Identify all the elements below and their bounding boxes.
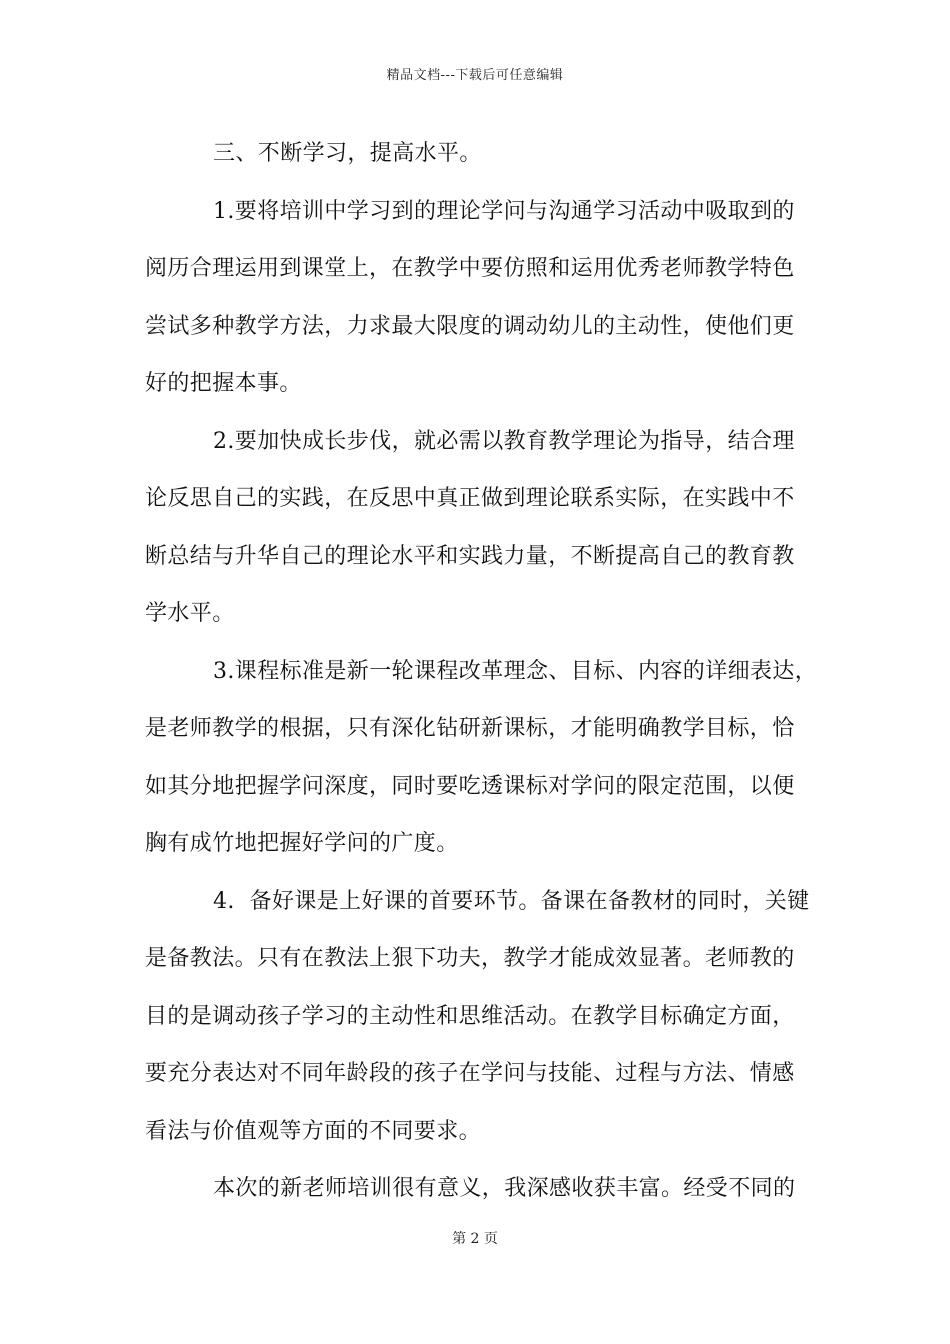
page-header: 精品文档---下载后可任意编辑 — [386, 68, 564, 83]
paragraph-line: 4. 备好课是上好课的首要环节。备课在备教材的同时，关键 — [213, 888, 810, 914]
paragraph-line: 2.要加快成长步伐，就必需以教育教学理论为指导，结合理 — [213, 428, 795, 454]
paragraph-line: 如其分地把握学问深度，同时要吃透课标对学问的限定范围，以便 — [145, 773, 795, 799]
paragraph-line: 3.课程标准是新一轮课程改革理念、目标、内容的详细表达， — [213, 658, 818, 684]
paragraph-line: 是备教法。只有在教法上狠下功夫，教学才能成效显著。老师教的 — [145, 946, 795, 971]
section-heading: 三、不断学习，提高水平。 — [213, 141, 482, 166]
paragraph-line: 学水平。 — [145, 601, 235, 626]
page-number: 第 2 页 — [452, 1231, 498, 1247]
paragraph-line: 目的是调动孩子学习的主动性和思维活动。在教学目标确定方面， — [145, 1003, 795, 1029]
paragraph-line: 是老师教学的根据，只有深化钻研新课标，才能明确教学目标，恰 — [145, 716, 795, 741]
document-body — [145, 132, 818, 1225]
paragraph-line: 1.要将培训中学习到的理论学问与沟通学习活动中吸取到的 — [213, 198, 795, 224]
paragraph-line: 看法与价值观等方面的不同要求。 — [145, 1118, 482, 1144]
paragraph-line: 尝试多种教学方法，力求最大限度的调动幼儿的主动性，使他们更 — [145, 313, 795, 339]
paragraph-line: 论反思自己的实践，在反思中真正做到理论联系实际，在实践中不 — [145, 486, 795, 511]
paragraph-line: 阅历合理运用到课堂上，在教学中要仿照和运用优秀老师教学特色 — [145, 256, 795, 281]
paragraph-line: 断总结与升华自己的理论水平和实践力量，不断提高自己的教育教 — [145, 543, 795, 569]
paragraph-line: 胸有成竹地把握好学问的广度。 — [145, 831, 459, 856]
paragraph-line: 要充分表达对不同年龄段的孩子在学问与技能、过程与方法、情感 — [145, 1061, 795, 1086]
paragraph-line: 本次的新老师培训很有意义，我深感收获丰富。经受不同的 — [213, 1176, 796, 1201]
paragraph-line: 好的把握本事。 — [145, 371, 302, 396]
